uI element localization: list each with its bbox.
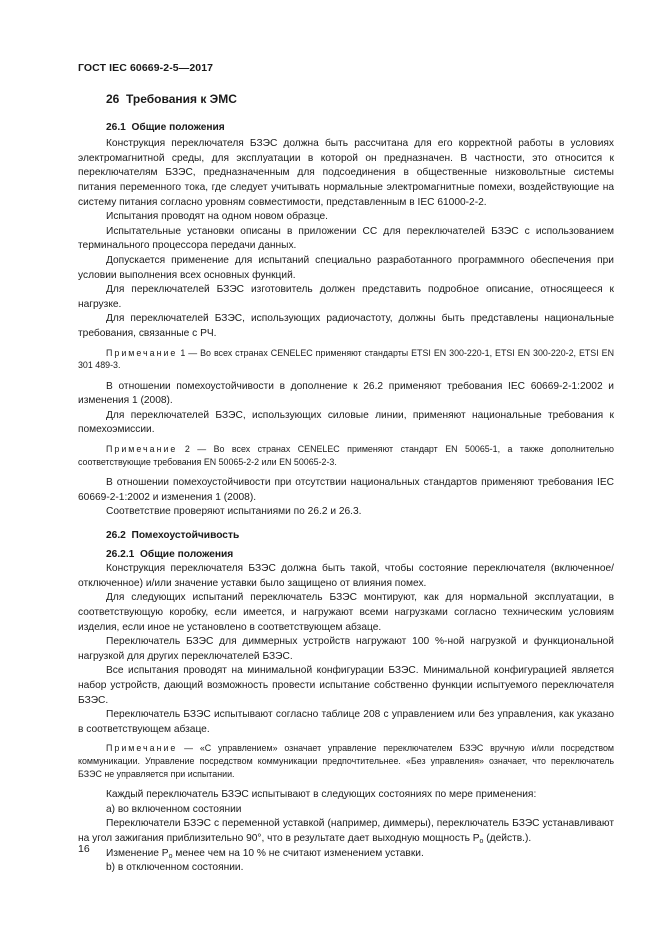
paragraph: Переключатель БЗЭС для диммерных устройств нагружают 100 %-ной нагрузкой и функциональной нагрузкой для других переключателей БЗЭС. — [78, 636, 614, 662]
subsection-title: Помехоустойчивость — [131, 530, 240, 542]
list-item-b: b) в отключенном состоянии. — [106, 862, 244, 874]
paragraph: Конструкция переключателя БЗЭС должна быть рассчитана для его корректной работы в условиях электромагнитной среды, для эксплуатации в которой он предназначен. В частности, это относится к переключателям БЗЭС, предназначенным для подсоединения в общественные низковольтные системы питания переменного тока, где следует учитывать нормальные электромагнитные помехи, воздействующие на систему питания согласно уровням совместимости, представленным в IEC 61000-2-2. — [78, 138, 614, 208]
subsection-heading-26-2 — [78, 529, 614, 544]
section-heading — [78, 92, 614, 107]
standard-header: ГОСТ IEC 60669-2-5—2017 — [78, 62, 214, 74]
text-run: Переключатели БЗЭС с переменной уставкой (например, диммеры), переключатель БЗЭС устанавливают на угол зажигания приблизительно 90°, что в результате дает выходную мощность P — [78, 818, 614, 844]
paragraph — [78, 847, 614, 862]
subsection-number: 26.1 — [106, 121, 126, 133]
paragraph: В отношении помехоустойчивости в дополнение к 26.2 применяют требования IEC 60669-2-1:2002 и изменения 1 (2008). — [78, 380, 614, 407]
page-content — [78, 92, 614, 876]
paragraph: Соответствие проверяют испытаниями по 26.2 и 26.3. — [106, 506, 362, 518]
paragraph: В отношении помехоустойчивости при отсутствии национальных стандартов применяют требования IEC 60669-2-1:2002 и изменения 1 (2008). — [78, 477, 614, 503]
paragraph: Переключатель БЗЭС испытывают согласно таблице 208 с управлением или без управления, как указано в соответствующем абзаце. — [78, 709, 614, 735]
page-number: 16 — [78, 843, 90, 855]
text-run: Изменение P — [106, 847, 169, 859]
paragraph: Допускается применение для испытаний специально разработанного программного обеспечения при условии выполнения всех основных функций. — [78, 254, 614, 281]
paragraph: Все испытания проводят на минимальной конфигурации БЗЭС. Минимальной конфигурацией является набор устройств, дающий возможность провести испытание собственно функции испытуемого переключателя БЗЭС. — [78, 665, 614, 706]
section-title: Требования к ЭМС — [126, 92, 237, 106]
note-1 — [78, 347, 614, 372]
subsection-title: Общие положения — [140, 548, 234, 560]
text-run: (действ.). — [483, 832, 532, 844]
note-label: Примечание — [106, 444, 178, 455]
list-item-a: a) во включенном состоянии — [106, 803, 242, 815]
paragraph: Для переключателей БЗЭС, использующих силовые линии, применяют национальные требования к помехоэмиссии. — [78, 409, 614, 436]
subsection-number: 26.2.1 — [106, 548, 135, 560]
note-label: Примечание — [106, 743, 178, 754]
paragraph: Конструкция переключателя БЗЭС должна быть такой, чтобы состояние переключателя (включенное/отключенное) и/или значение уставки было защищено от влияния помех. — [78, 563, 614, 589]
note-3 — [78, 742, 614, 780]
note-2 — [78, 443, 614, 468]
paragraph: Для переключателей БЗЭС, использующих радиочастоту, должны быть представлены национальные требования, связанные с РЧ. — [78, 313, 614, 339]
subscript: о — [479, 837, 484, 845]
subsection-heading-26-1 — [78, 121, 614, 136]
paragraph — [78, 817, 614, 846]
subsection-title: Общие положения — [131, 121, 225, 133]
note-text: 2 — Во всех странах CENELEC применяют стандарт EN 50065-1, а также дополнительно соответствующие требования EN 50065-2-2 или EN 50065-2-3. — [78, 444, 614, 467]
note-text: 1 — Во всех странах CENELEC применяют стандарты ETSI EN 300-220-1, ETSI EN 300-220-2, ETSI EN 301 489-3. — [78, 347, 614, 371]
subsection-heading-26-2-1 — [78, 548, 614, 563]
paragraph: Испытательные установки описаны в приложении CC для переключателей БЗЭС с использованием терминального процессора передачи данных. — [78, 225, 614, 252]
note-label: Примечание — [106, 347, 178, 358]
note-text: — «С управлением» означает управление переключателем БЗЭС вручную и/или посредством коммуникации. Управление посредством коммуникации предпочтительнее. «Без управления» означает, что переключатель БЗЭС не управляется при испытании. — [78, 743, 614, 779]
paragraph: Испытания проводят на одном новом образце. — [106, 211, 329, 223]
text-run: менее чем на 10 % не считают изменением уставки. — [172, 847, 424, 859]
subsection-number: 26.2 — [106, 530, 126, 542]
paragraph: Для следующих испытаний переключатель БЗЭС монтируют, как для нормальной эксплуатации, в соответствующую коробку, если имеется, и нагружают всеми нагрузками согласно техническим условиям изделия, если иное не установлено в соответствующем абзаце. — [78, 592, 614, 633]
paragraph: Каждый переключатель БЗЭС испытывают в следующих состояниях по мере применения: — [106, 789, 537, 801]
paragraph: Для переключателей БЗЭС изготовитель должен представить подробное описание, относящееся к нагрузке. — [78, 284, 614, 310]
section-number: 26 — [106, 92, 120, 106]
subscript: о — [168, 852, 173, 860]
